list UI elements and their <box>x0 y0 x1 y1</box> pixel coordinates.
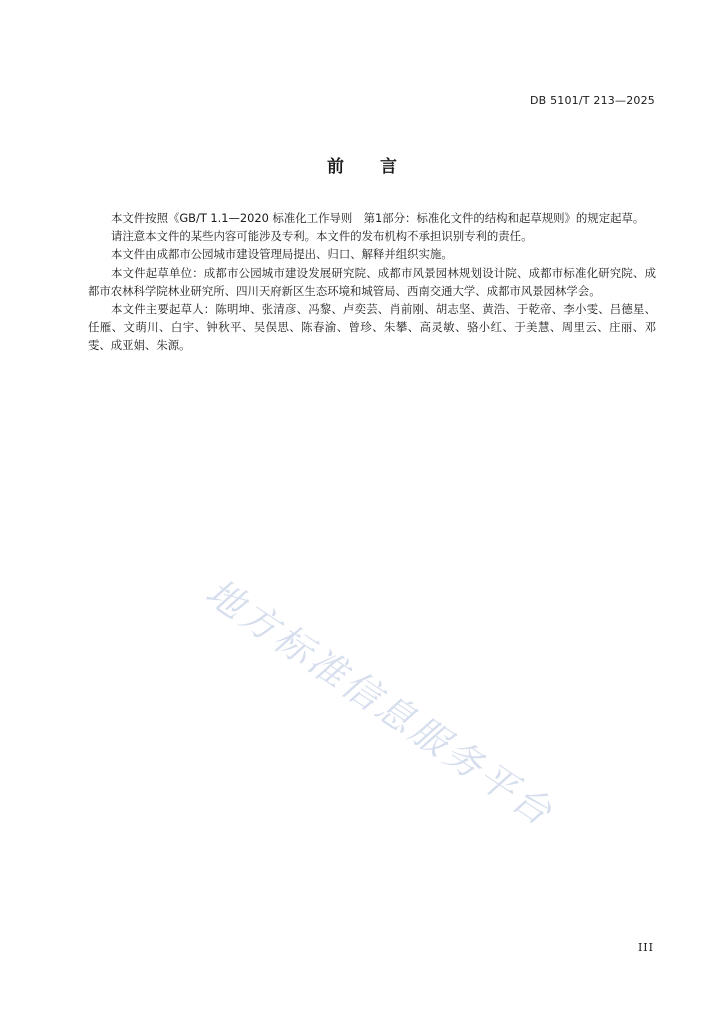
page-title: 前言 <box>327 157 433 177</box>
document-code: DB 5101/T 213—2025 <box>529 94 655 107</box>
paragraph-drafters: 本文件主要起草人：陈明坤、张清彦、冯黎、卢奕芸、肖前刚、胡志坚、黄浩、于乾帝、李小雯、吕德星、任雁、文萌川、白宇、钟秋平、吴俣思、陈春渝、曾珍、朱攀、高灵敏、骆小红、于美慧、周里云、庄丽、邓雯、成亚娟、朱源。 <box>88 302 656 353</box>
watermark: 地方标准信息服务平台 <box>198 570 563 836</box>
paragraph-patent-notice: 请注意本文件的某些内容可能涉及专利。本文件的发布机构不承担识别专利的责任。 <box>111 229 533 244</box>
paragraph-drafting-units: 本文件起草单位：成都市公园城市建设发展研究院、成都市风景园林规划设计院、成都市标准化研究院、成都市农林科学院林业研究所、四川天府新区生态环境和城管局、西南交通大学、成都市风景园林学会。 <box>88 265 656 298</box>
foreword-body <box>88 209 656 355</box>
paragraph-drafting-rules: 本文件按照《GB/T 1.1—2020 标准化工作导则 第1部分：标准化文件的结构和起草规则》的规定起草。 <box>111 211 645 225</box>
page-number: III <box>637 941 654 954</box>
paragraph-proposer: 本文件由成都市公园城市建设管理局提出、归口、解释并组织实施。 <box>111 247 453 262</box>
